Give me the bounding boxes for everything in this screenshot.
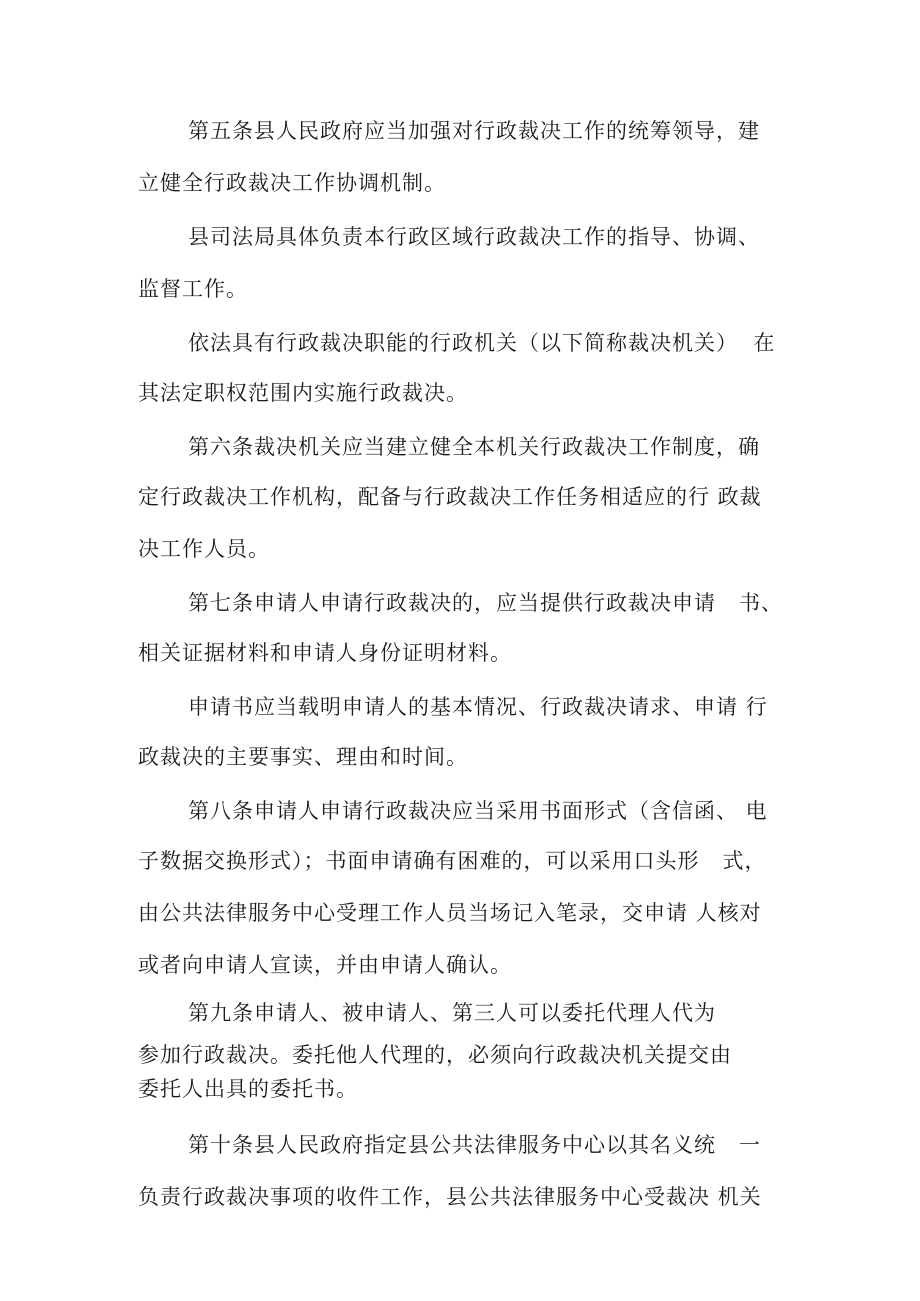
paragraph-line: 监督工作。	[138, 277, 248, 301]
paragraph-line: 决工作人员。	[138, 537, 270, 561]
paragraph-line: 负责行政裁决事项的收件工作，县公共法律服务中心受裁决 机关	[138, 1185, 762, 1209]
paragraph-line: 第八条申请人申请行政裁决应当采用书面形式（含信函、 电	[188, 799, 768, 823]
paragraph-line: 依法具有行政裁决职能的行政机关（以下简称裁决机关） 在	[188, 331, 776, 355]
paragraph-line: 第七条申请人申请行政裁决的，应当提供行政裁决申请 书、	[188, 591, 784, 615]
paragraph-line: 第九条申请人、被申请人、第三人可以委托代理人代为	[188, 1001, 716, 1025]
paragraph-line: 其法定职权范围内实施行政裁决。	[138, 381, 468, 405]
paragraph-line: 由公共法律服务中心受理工作人员当场记入笔录，交申请 人核对	[138, 901, 762, 925]
paragraph-line: 委托人出具的委托书。	[138, 1077, 358, 1101]
paragraph-line: 参加行政裁决。委托他人代理的，必须向行政裁决机关提交由	[138, 1043, 732, 1067]
paragraph-line: 政裁决的主要事实、理由和时间。	[138, 745, 468, 769]
paragraph-line: 或者向申请人宣读，并由申请人确认。	[138, 953, 512, 977]
paragraph-line: 立健全行政裁决工作协调机制。	[138, 171, 446, 195]
paragraph-line: 定行政裁决工作机构，配备与行政裁决工作任务相适应的行 政裁	[138, 485, 762, 509]
paragraph-line: 子数据交换形式）；书面申请确有困难的，可以采用口头形 式，	[138, 849, 767, 873]
paragraph-line: 县司法局具体负责本行政区域行政裁决工作的指导、协调、	[188, 225, 760, 249]
paragraph-line: 申请书应当载明申请人的基本情况、行政裁决请求、申请 行	[188, 695, 768, 719]
paragraph-line: 相关证据材料和申请人身份证明材料。	[138, 641, 512, 665]
paragraph-line: 第十条县人民政府指定县公共法律服务中心以其名义统 一	[188, 1133, 762, 1157]
paragraph-line: 第五条县人民政府应当加强对行政裁决工作的统筹领导，建	[188, 119, 760, 143]
paragraph-line: 第六条裁决机关应当建立健全本机关行政裁决工作制度，确	[188, 435, 760, 459]
